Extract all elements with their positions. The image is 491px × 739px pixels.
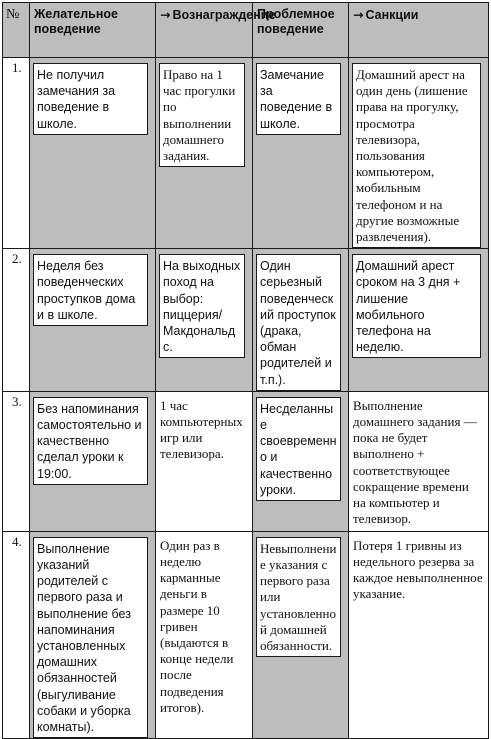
table-row — [3, 249, 489, 392]
reward-cell: Один раз в неделю карманные деньги в размере 10 гривен (выдаются в конце недели после подведения итогов). — [156, 531, 253, 738]
row-number: 1. — [3, 58, 30, 249]
row-number: 4. — [3, 531, 30, 738]
sanction-cell: Домашний арест на один день (лишение права на прогулку, просмотра телевизора, пользования компьютером, мобильным телефоном и на другие возможные развлечения). — [349, 58, 489, 249]
header-problem-behavior: Проблемное поведение — [253, 3, 349, 58]
reward-cell: Право на 1 час прогулки по выполнении домашнего задания. — [156, 58, 253, 249]
row-number: 2. — [3, 249, 30, 392]
header-sanctions: → Санкции — [349, 3, 489, 58]
table-row — [3, 531, 489, 738]
reward-cell: 1 час компьютерных игр или телевизора. — [156, 391, 253, 531]
row-number: 3. — [3, 391, 30, 531]
behavior-contract-table — [2, 2, 489, 739]
table-row — [3, 58, 489, 249]
sanction-cell: Потеря 1 гривны из недельного резерва за каждое невыполненное указание. — [349, 531, 489, 738]
problem-cell: Один серьезный поведенческий проступок (драка, обман родителей и т.п.). — [253, 249, 349, 392]
desired-cell: Без напоминания самостоятельно и качественно сделал уроки к 19:00. — [30, 391, 156, 531]
desired-cell: Не получил замечания за поведение в школе. — [30, 58, 156, 249]
problem-cell: Невыполнение указания с первого раза или установленной домашней обязанности. — [253, 531, 349, 738]
header-reward: → Вознаграждение — [156, 3, 253, 58]
sanction-cell: Выполнение домашнего задания — пока не будет выполнено + соответствующее сокращение времени на компьютер и телевизор. — [349, 391, 489, 531]
desired-cell: Неделя без поведенческих проступков дома и в школе. — [30, 249, 156, 392]
header-desired-behavior: Желательное поведение — [30, 3, 156, 58]
problem-cell: Несделанные своевременно и качественно уроки. — [253, 391, 349, 531]
desired-cell: Выполнение указаний родителей с первого раза и выполнение без напоминания установленных домашних обязанностей (выгуливание собаки и уборка комнаты). — [30, 531, 156, 738]
arrow-right-icon: → — [353, 7, 364, 22]
header-number: № — [3, 3, 30, 58]
reward-cell: На выходных поход на выбор: пиццерия/ Макдональдс. — [156, 249, 253, 392]
table-row — [3, 391, 489, 531]
problem-cell: Замечание за поведение в школе. — [253, 58, 349, 249]
header-row — [3, 3, 489, 58]
sanction-cell: Домашний арест сроком на 3 дня + лишение мобильного телефона на неделю. — [349, 249, 489, 392]
arrow-right-icon: → — [160, 7, 171, 22]
